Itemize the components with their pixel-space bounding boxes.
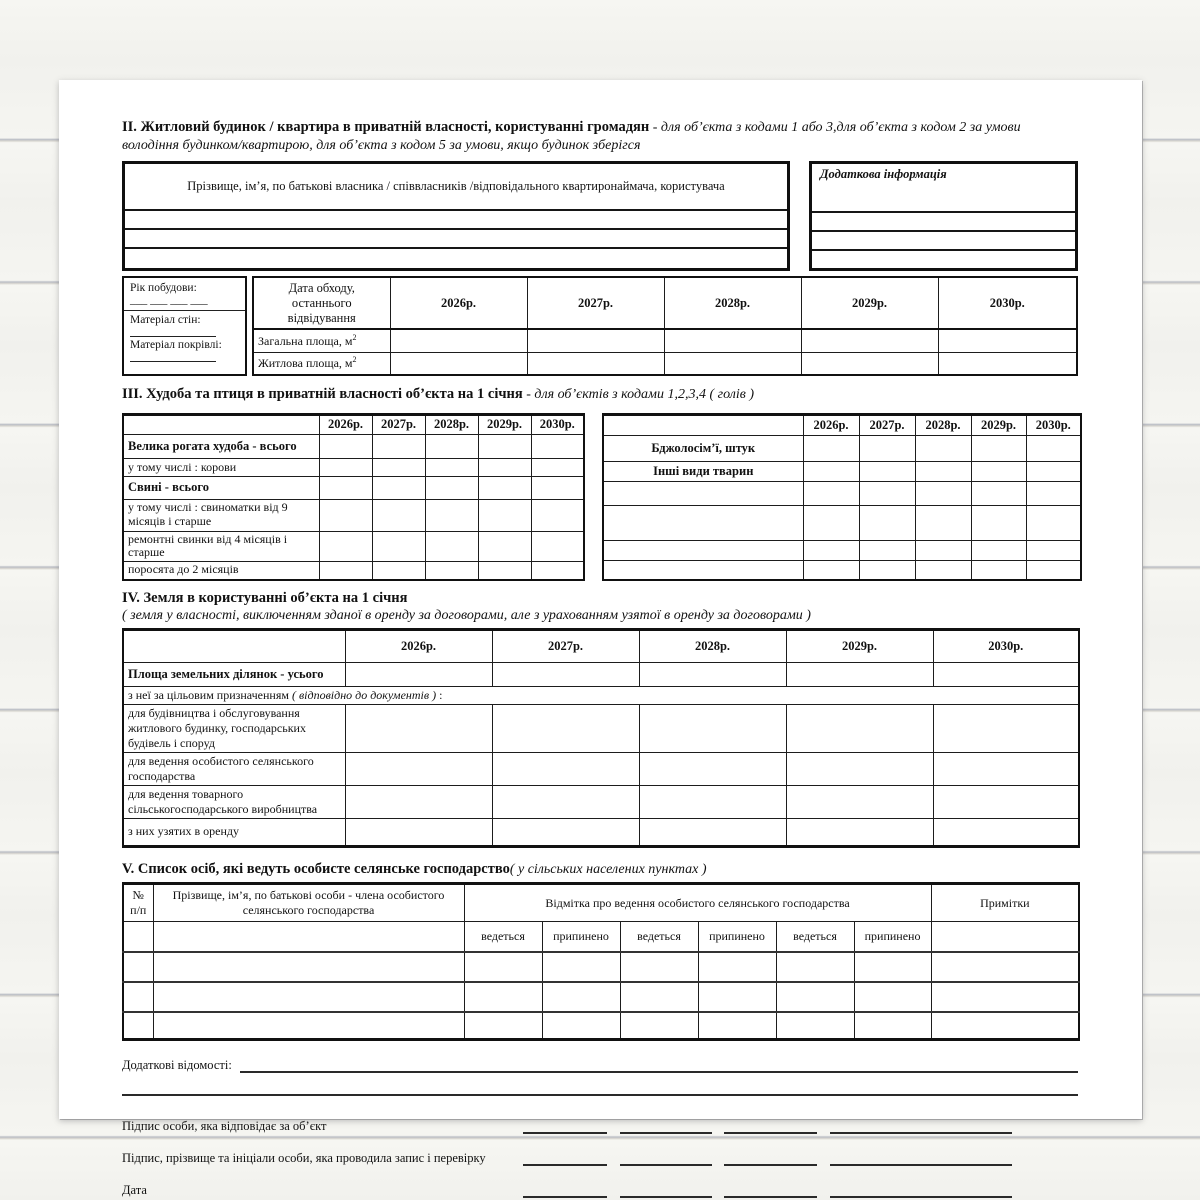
empty-cell (345, 785, 492, 818)
empty-cell (803, 481, 859, 506)
signature-line (620, 1152, 712, 1166)
living-area-label (253, 352, 390, 375)
visit-date-header: Дата обходу, останнього відвідування (253, 277, 390, 329)
empty-cell (854, 982, 931, 1012)
materials-box (124, 310, 245, 362)
livestock-row-label: у тому числі : свиноматки від 9 місяців і старше (123, 499, 319, 531)
empty-cell (639, 662, 786, 686)
empty-cell (153, 952, 464, 982)
empty-cell (786, 662, 933, 686)
signature-row-recorder (122, 1148, 1078, 1166)
section4-heading (122, 589, 1078, 608)
year-header: 2030р. (531, 414, 584, 434)
empty-cell (153, 1012, 464, 1040)
land-row-label: з них узятих в оренду (123, 818, 345, 846)
empty-cell (425, 562, 478, 580)
year-header: 2028р. (664, 277, 801, 329)
empty-cell (859, 541, 915, 560)
land-row-label: для ведення товарного сільськогосподарського виробництва (123, 785, 345, 818)
empty-cell (425, 499, 478, 531)
empty-cell (531, 458, 584, 476)
empty-cell (933, 662, 1079, 686)
empty-cell (803, 560, 859, 580)
empty-cell (345, 704, 492, 752)
empty-cell (786, 704, 933, 752)
signature-line (724, 1120, 817, 1134)
empty-cell (971, 462, 1026, 481)
roof-material-label: Матеріал покрівлі: (130, 339, 222, 351)
empty-cell (698, 982, 776, 1012)
living-area-text: Житлова площа, м (258, 356, 353, 371)
empty-cell (664, 352, 801, 375)
section5-heading (122, 860, 1078, 879)
section5-heading-bold: V. Список осіб, які ведуть особисте селянське господарство (122, 860, 510, 877)
empty-cell (931, 982, 1079, 1012)
col-name-header: Прізвище, ім’я, по батькові особи - члена особистого селянського господарства (153, 884, 464, 922)
household-persons-table (122, 882, 1080, 1041)
empty-cell (971, 541, 1026, 560)
year-header: 2029р. (478, 414, 531, 434)
bees-other-animals-table (602, 413, 1082, 581)
empty-cell (123, 1012, 153, 1040)
livestock-row-label: Свині - всього (123, 476, 319, 499)
extra-info-line (812, 249, 1075, 268)
empty-cell (786, 752, 933, 785)
date-line (620, 1184, 712, 1198)
empty-cell (345, 662, 492, 686)
empty-cell (464, 1012, 542, 1040)
empty-cell (803, 462, 859, 481)
empty-cell (492, 752, 639, 785)
empty-cell (372, 531, 425, 562)
form-page (59, 80, 1142, 1198)
purpose-plain-text: з неї за цільовим призначенням (128, 687, 292, 702)
empty-cell (425, 476, 478, 499)
empty-cell (938, 352, 1077, 375)
empty-cell (620, 1012, 698, 1040)
empty-cell (1026, 436, 1081, 462)
mark-subheader: ведеться (776, 922, 854, 952)
date-line (523, 1184, 607, 1198)
empty-cell (938, 329, 1077, 352)
total-area-label (253, 329, 390, 352)
signature-line (830, 1152, 1012, 1166)
signature-line (523, 1120, 607, 1134)
year-header: 2030р. (1026, 414, 1081, 436)
empty-cell (859, 462, 915, 481)
empty-cell (372, 434, 425, 458)
empty-cell (478, 476, 531, 499)
empty-cell (854, 1012, 931, 1040)
empty-cell (803, 506, 859, 541)
col-mark-header: Відмітка про ведення особистого селянського господарства (464, 884, 931, 922)
empty-cell (971, 436, 1026, 462)
empty-cell (345, 818, 492, 846)
section5-heading-italic: ( у сільських населених пунктах ) (509, 861, 707, 877)
owner-name-line (125, 247, 787, 266)
empty-cell (803, 541, 859, 560)
purpose-italic-text: ( відповідно до документів ) (291, 687, 437, 702)
empty-cell (639, 704, 786, 752)
empty-cell (1026, 560, 1081, 580)
wall-material-label: Матеріал стін: (130, 314, 201, 326)
empty-cell (123, 982, 153, 1012)
total-area-text: Загальна площа, м (258, 333, 353, 348)
year-header: 2029р. (801, 277, 938, 329)
empty-cell (859, 560, 915, 580)
year-header: 2027р. (492, 629, 639, 662)
empty-cell (123, 629, 345, 662)
section4-subtitle: ( земля у власності, виключенням зданої в оренду за договорами, але з урахованням узятої в оренду за договорами ) (122, 608, 811, 624)
sup-2: 2 (352, 355, 357, 365)
section3-heading (122, 385, 1078, 404)
empty-cell (345, 752, 492, 785)
livestock-row-label: поросята до 2 місяців (123, 562, 319, 580)
owner-name-line (125, 209, 787, 228)
empty-cell (527, 352, 664, 375)
land-row-label: для будівництва і обслуговування житлового будинку, господарських будівель і споруд (123, 704, 345, 752)
empty-cell (425, 458, 478, 476)
empty-cell (123, 414, 319, 434)
empty-cell (801, 329, 938, 352)
empty-cell (478, 458, 531, 476)
year-header: 2030р. (933, 629, 1079, 662)
empty-cell (478, 434, 531, 458)
bees-row-label: Бджолосім’ї, штук (603, 436, 803, 462)
empty-cell (620, 952, 698, 982)
signature-line (620, 1120, 712, 1134)
empty-cell (153, 982, 464, 1012)
empty-cell (1026, 541, 1081, 560)
empty-cell (478, 531, 531, 562)
empty-cell (639, 818, 786, 846)
empty-cell (319, 562, 372, 580)
empty-cell (971, 560, 1026, 580)
empty-cell (319, 476, 372, 499)
empty-cell (492, 704, 639, 752)
empty-cell (854, 952, 931, 982)
empty-cell (153, 922, 464, 952)
year-header: 2029р. (786, 629, 933, 662)
year-header: 2029р. (971, 414, 1026, 436)
empty-cell (372, 499, 425, 531)
purpose-tail-text: : (436, 687, 443, 702)
date-label: Дата (122, 1183, 147, 1198)
empty-cell (492, 785, 639, 818)
empty-cell (390, 329, 527, 352)
section3-heading-bold: ІІІ. Худоба та птиця в приватній власності об’єкта на 1 січня (122, 386, 523, 402)
empty-cell (931, 1012, 1079, 1040)
empty-cell (1026, 506, 1081, 541)
date-row (122, 1180, 1078, 1198)
separator-line (122, 1094, 1078, 1096)
date-line (830, 1184, 1012, 1198)
year-header: 2028р. (425, 414, 478, 434)
land-row-label: для ведення особистого селянського господарства (123, 752, 345, 785)
empty-cell (123, 952, 153, 982)
empty-cell (425, 434, 478, 458)
empty-cell (915, 436, 971, 462)
signature-recorder-label: Підпис, прізвище та ініціали особи, яка проводила запис і перевірку (122, 1151, 486, 1166)
empty-cell (542, 1012, 620, 1040)
mark-subheader: ведеться (620, 922, 698, 952)
section4-heading-bold: IV. Земля в користуванні об’єкта на 1 січня (122, 589, 408, 606)
empty-cell (603, 506, 803, 541)
empty-cell (603, 414, 803, 436)
wall-material-line (130, 326, 216, 337)
roof-material-line (130, 351, 216, 362)
empty-cell (542, 982, 620, 1012)
empty-cell (915, 481, 971, 506)
empty-cell (859, 481, 915, 506)
empty-cell (492, 662, 639, 686)
empty-cell (319, 434, 372, 458)
empty-cell (786, 818, 933, 846)
empty-cell (372, 562, 425, 580)
year-header: 2026р. (390, 277, 527, 329)
empty-cell (319, 531, 372, 562)
empty-cell (933, 785, 1079, 818)
land-purpose-note (123, 686, 1079, 704)
section2-heading-italic: - для об’єкта з кодами 1 або 3,для об’єкта з кодом 2 за умови володіння будинком/квартирою, для об’єкта з кодом 5 за умови, якщо будинок зберігся (122, 120, 1021, 153)
empty-cell (971, 481, 1026, 506)
land-total-row-label: Площа земельних ділянок - усього (123, 662, 345, 686)
empty-cell (531, 476, 584, 499)
mark-subheader: припинено (542, 922, 620, 952)
owner-name-box (122, 161, 790, 271)
empty-cell (639, 785, 786, 818)
empty-cell (372, 476, 425, 499)
additional-info-line (240, 1057, 1078, 1073)
year-header: 2026р. (345, 629, 492, 662)
year-header: 2027р. (527, 277, 664, 329)
livestock-row-label: ремонтні свинки від 4 місяців і старше (123, 531, 319, 562)
empty-cell (531, 434, 584, 458)
signature-line (523, 1152, 607, 1166)
mark-subheader: припинено (854, 922, 931, 952)
year-header: 2027р. (372, 414, 425, 434)
extra-info-box (809, 161, 1078, 271)
section3-tables (122, 413, 1078, 581)
empty-cell (915, 462, 971, 481)
empty-cell (464, 952, 542, 982)
extra-info-line (812, 230, 1075, 249)
empty-cell (698, 1012, 776, 1040)
year-header: 2027р. (859, 414, 915, 436)
empty-cell (915, 541, 971, 560)
section2-heading (122, 118, 1078, 154)
empty-cell (776, 1012, 854, 1040)
empty-cell (620, 982, 698, 1012)
empty-cell (542, 952, 620, 982)
empty-cell (1026, 481, 1081, 506)
empty-cell (492, 818, 639, 846)
empty-cell (776, 952, 854, 982)
empty-cell (801, 352, 938, 375)
empty-cell (915, 560, 971, 580)
empty-cell (372, 458, 425, 476)
empty-cell (933, 752, 1079, 785)
livestock-row-label: Велика рогата худоба - всього (123, 434, 319, 458)
extra-info-line (812, 211, 1075, 230)
section2-heading-bold: ІІ. Житловий будинок / квартира в приватній власності, користуванні громадян (122, 119, 650, 135)
empty-cell (478, 562, 531, 580)
livestock-table (122, 413, 585, 581)
empty-cell (698, 952, 776, 982)
year-header: 2026р. (803, 414, 859, 436)
year-header: 2026р. (319, 414, 372, 434)
section3-heading-italic: - для об’єктів з кодами 1,2,3,4 ( голів ) (522, 387, 754, 402)
empty-cell (603, 481, 803, 506)
year-built-blanks: ___ ___ ___ ___ (130, 294, 208, 306)
empty-cell (464, 982, 542, 1012)
signature-line (830, 1120, 1012, 1134)
land-table (122, 628, 1080, 848)
empty-cell (971, 506, 1026, 541)
areas-table (252, 276, 1078, 376)
signature-responsible-label: Підпис особи, яка відповідає за об’єкт (122, 1119, 327, 1134)
empty-cell (933, 704, 1079, 752)
col-notes-header: Примітки (931, 884, 1079, 922)
empty-cell (786, 785, 933, 818)
other-animals-row-label: Інші види тварин (603, 462, 803, 481)
owner-name-box-header: Прізвище, ім’я, по батькові власника / співвласників /відповідального квартиронаймача, користувача (187, 179, 725, 193)
date-line (724, 1184, 817, 1198)
empty-cell (319, 458, 372, 476)
empty-cell (931, 922, 1079, 952)
signature-row-responsible (122, 1116, 1078, 1134)
empty-cell (915, 506, 971, 541)
empty-cell (933, 818, 1079, 846)
additional-info-row (122, 1057, 1078, 1073)
built-year-box (122, 276, 247, 376)
empty-cell (639, 752, 786, 785)
empty-cell (664, 329, 801, 352)
livestock-row-label: у тому числі : корови (123, 458, 319, 476)
empty-cell (776, 982, 854, 1012)
empty-cell (931, 952, 1079, 982)
empty-cell (859, 506, 915, 541)
empty-cell (603, 541, 803, 560)
empty-cell (603, 560, 803, 580)
empty-cell (1026, 462, 1081, 481)
empty-cell (531, 499, 584, 531)
year-header: 2030р. (938, 277, 1077, 329)
owner-name-line (125, 228, 787, 247)
section2-boxes (122, 161, 1078, 271)
mark-subheader: ведеться (464, 922, 542, 952)
empty-cell (319, 499, 372, 531)
empty-cell (478, 499, 531, 531)
extra-info-box-header: Додаткова інформація (820, 167, 947, 181)
empty-cell (425, 531, 478, 562)
mark-subheader: припинено (698, 922, 776, 952)
additional-info-label: Додаткові відомості: (122, 1058, 232, 1073)
col-num-header: № п/п (123, 884, 153, 922)
empty-cell (531, 531, 584, 562)
empty-cell (390, 352, 527, 375)
year-header: 2028р. (639, 629, 786, 662)
empty-cell (123, 922, 153, 952)
empty-cell (531, 562, 584, 580)
empty-cell (859, 436, 915, 462)
empty-cell (803, 436, 859, 462)
section2-table-area (122, 276, 1078, 376)
empty-cell (527, 329, 664, 352)
signature-line (724, 1152, 817, 1166)
year-built-label: Рік побудови: (130, 282, 197, 294)
year-header: 2028р. (915, 414, 971, 436)
sup-2: 2 (352, 332, 357, 342)
